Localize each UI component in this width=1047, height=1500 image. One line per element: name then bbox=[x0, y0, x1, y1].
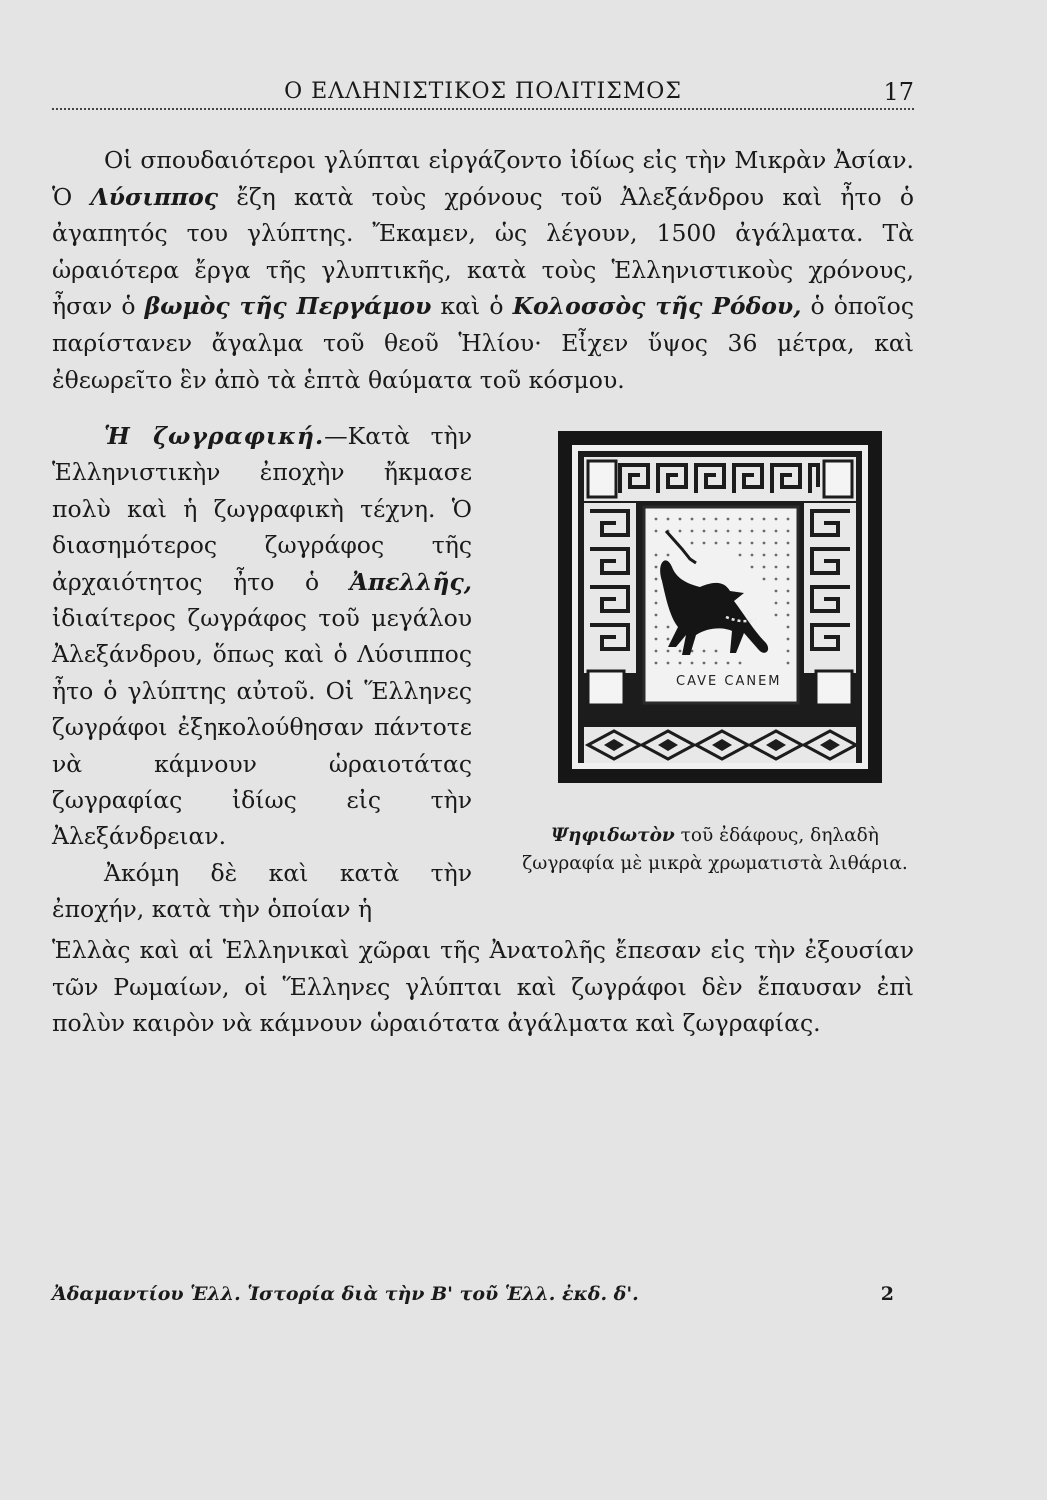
page-number: 17 bbox=[883, 78, 914, 106]
paragraph-roman-continued bbox=[52, 932, 914, 1042]
running-head bbox=[52, 78, 914, 110]
term-colossus-rhodes: Κολοσσὸς τῆς Ρόδου, bbox=[512, 292, 802, 321]
figure-caption bbox=[510, 822, 920, 878]
term-lysippos: Λύσιππος bbox=[90, 182, 219, 211]
text-run: καὶ ὁ bbox=[431, 292, 513, 321]
mosaic-illustration bbox=[558, 431, 882, 783]
section-heading-painting: Ἡ ζωγραφική. bbox=[104, 422, 325, 450]
caption-text: τοῦ ἐδάφους, δηλαδὴ ζωγραφία μὲ μικρὰ χρωματιστὰ λιθάρια. bbox=[522, 825, 908, 874]
paragraph-painting bbox=[52, 418, 472, 928]
mosaic-inscription: CAVE CANEM bbox=[676, 674, 782, 689]
caption-term: Ψηφιδωτὸν bbox=[551, 825, 675, 846]
term-altar-pergamon: βωμὸς τῆς Περγάμου bbox=[144, 292, 432, 321]
footer-signature-mark: 2 bbox=[880, 1283, 894, 1305]
text-run: ἰδιαίτερος ζωγράφος τοῦ μεγάλου Ἀλεξάνδρου, ὅπως καὶ ὁ Λύσιππος ἦτο ὁ γλύπτης αὐτοῦ. Οἱ Ἕλληνες ζωγράφοι ἐξηκολούθησαν πάντοτε νὰ κάμνουν ὡραιοτάτας ζωγραφίας ἰδίως εἰς τὴν Ἀλεξάνδρειαν. bbox=[52, 604, 472, 851]
paragraph-roman-text: Ἑλλὰς καὶ αἱ Ἑλληνικαὶ χῶραι τῆς Ἀνατολῆς ἔπεσαν εἰς τὴν ἐξουσίαν τῶν Ρωμαίων, οἱ Ἕλληνες γλύπται καὶ ζωγράφοι δὲν ἔπαυσαν ἐπὶ πολὺν καιρὸν νὰ κάμνουν ὡραιότατα ἀγάλματα καὶ ζωγραφίας. bbox=[52, 936, 914, 1038]
text-run: —Κατὰ τὴν Ἑλληνιστικὴν ἐποχὴν ἤκμασε πολὺ καὶ ἡ ζωγραφικὴ τέχνη. Ὁ διασημότερος ζωγράφος τῆς ἀρχαιότητος ἦτο ὁ bbox=[52, 422, 472, 596]
page-title: Ο ΕΛΛΗΝΙΣΤΙΚΟΣ ΠΟΛΙΤΙΣΜΟΣ bbox=[284, 79, 682, 104]
page-footer bbox=[52, 1283, 914, 1305]
text-run: ἔζη κατὰ τοὺς χρόνους τοῦ Ἀλεξάνδρου καὶ ἦτο ὁ ἀγαπητός του γλύπτης. Ἔκαμεν, ὡς λέγουν, 1500 ἀγάλματα. Τὰ ὡραιότερα ἔργα τῆς γλυπτικῆς, κατὰ τοὺς Ἑλληνιστικοὺς χρόνους, ἦσαν ὁ bbox=[52, 182, 914, 321]
mosaic-figure bbox=[558, 431, 882, 783]
text-run: ὁ ὁποῖος παρίστανεν ἄγαλμα τοῦ θεοῦ Ἡλίου· Εἶχεν ὕψος 36 μέτρα, καὶ ἐθεωρεῖτο ἓν ἀπὸ τὰ ἑπτὰ θαύματα τοῦ κόσμου. bbox=[52, 292, 914, 394]
term-apelles: Ἀπελλῆς, bbox=[349, 567, 472, 596]
text-run: Οἱ σπουδαιότεροι γλύπται εἰργάζοντο ἰδίως εἰς τὴν Μικρὰν Ἀσίαν. Ὁ bbox=[52, 146, 914, 211]
footer-book-title: Ἀδαμαντίου Ἑλλ. Ἱστορία διὰ τὴν Β' τοῦ Ἑλλ. ἐκδ. δ'. bbox=[52, 1283, 639, 1305]
paragraph-roman-start: Ἀκόμη δὲ καὶ κατὰ τὴν ἐποχήν, κατὰ τὴν ὁποίαν ἡ bbox=[52, 858, 472, 924]
paragraph-sculpture bbox=[52, 142, 914, 398]
